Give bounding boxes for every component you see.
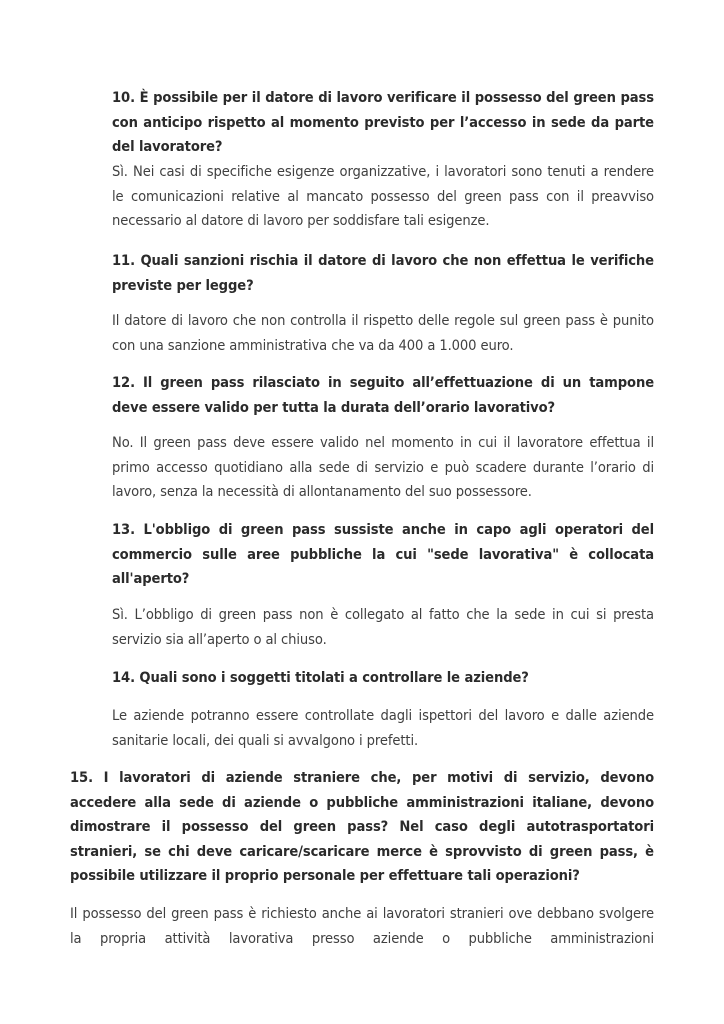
faq-question-10: 10. È possibile per il datore di lavoro verificare il possesso del green pass con anticipo rispetto al momento previsto per l’accesso in sede da parte del lavoratore? (112, 89, 654, 155)
faq-question-12: 12. Il green pass rilasciato in seguito all’effettuazione di un tampone deve essere valido per tutta la durata dell’orario lavorativo? (112, 374, 654, 416)
faq-answer-10: Sì. Nei casi di specifiche esigenze organizzative, i lavoratori sono tenuti a rendere le comunicazioni relative al mancato possesso del green pass con il preavviso necessario al datore di lavoro per soddisfare tali esigenze. (112, 163, 654, 229)
faq-question-14: 14. Quali sono i soggetti titolati a controllare le aziende? (112, 669, 529, 686)
faq-answer-14: Le aziende potranno essere controllate dagli ispettori del lavoro e dalle aziende sanitarie locali, dei quali si avvalgono i prefetti. (112, 707, 654, 749)
faq-answer-13: Sì. L’obbligo di green pass non è collegato al fatto che la sede in cui si presta servizio sia all’aperto o al chiuso. (112, 606, 654, 648)
faq-answer-12: No. Il green pass deve essere valido nel momento in cui il lavoratore effettua il primo accesso quotidiano alla sede di servizio e può scadere durante l’orario di lavoro, senza la necessità di allontanamento del suo possessore. (112, 434, 654, 500)
faq-answer-15: Il possesso del green pass è richiesto anche ai lavoratori stranieri ove debbano svolgere la propria attività lavorativa presso aziende o pubbliche amministrazioni (70, 905, 654, 947)
faq-question-11: 11. Quali sanzioni rischia il datore di lavoro che non effettua le verifiche previste per legge? (112, 252, 654, 294)
faq-question-15: 15. I lavoratori di aziende straniere che, per motivi di servizio, devono accedere alla sede di aziende o pubbliche amministrazioni italiane, devono dimostrare il possesso del green pass? Nel caso degli autotrasportatori stranieri, se chi deve caricare/scaricare merce è sprovvisto di green pass, è possibile utilizzare il proprio personale per effettuare tali operazioni? (70, 769, 654, 884)
faq-answer-11: Il datore di lavoro che non controlla il rispetto delle regole sul green pass è punito con una sanzione amministrativa che va da 400 a 1.000 euro. (112, 312, 654, 354)
faq-question-13: 13. L'obbligo di green pass sussiste anche in capo agli operatori del commercio sulle aree pubbliche la cui "sede lavorativa" è collocata all'aperto? (112, 521, 654, 587)
